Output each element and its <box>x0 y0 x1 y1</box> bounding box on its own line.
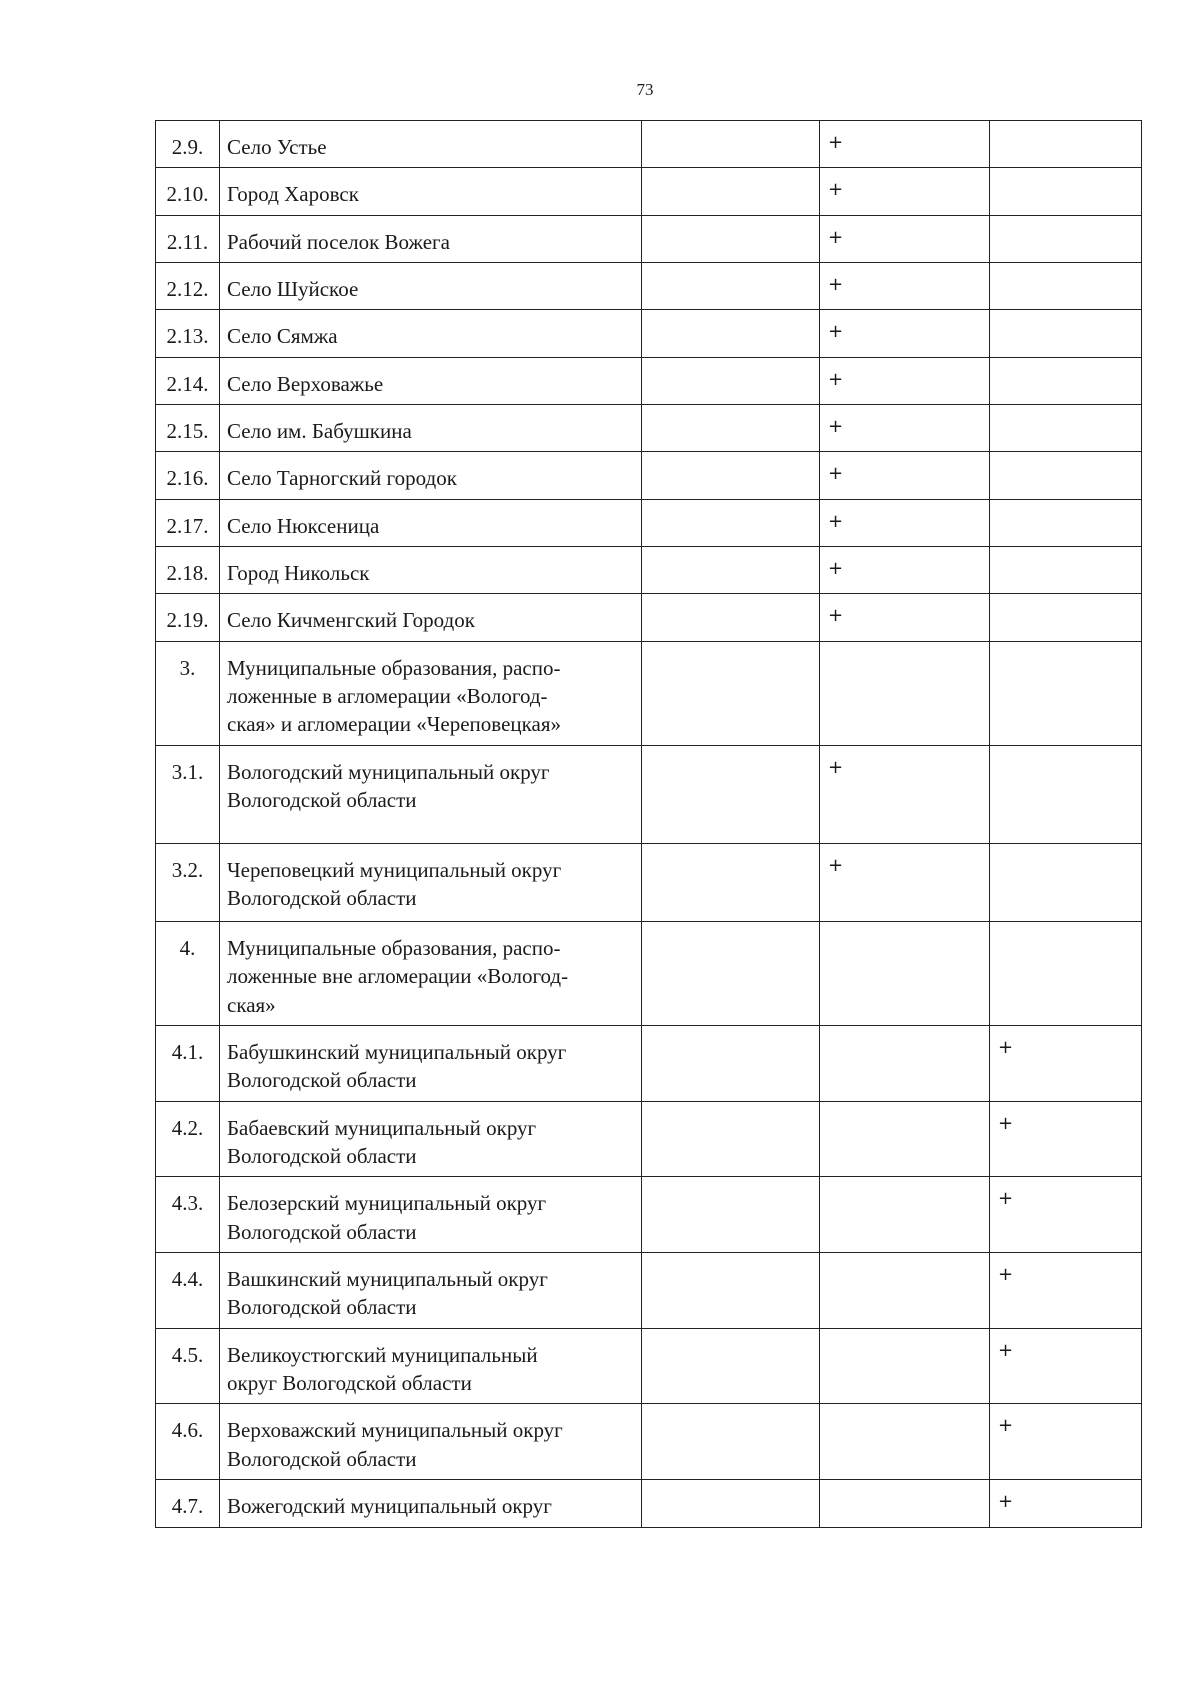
row-name-line: Бабаевский муниципальный округ <box>227 1115 537 1140</box>
table-row <box>156 594 1142 641</box>
page-number: 73 <box>636 80 654 99</box>
mark-cell-a <box>642 547 820 594</box>
row-number: 4.2. <box>156 1101 220 1177</box>
row-number: 2.15. <box>156 405 220 452</box>
row-name <box>220 921 642 1025</box>
mark-cell-b: + <box>820 452 990 499</box>
mark-cell-a <box>642 357 820 404</box>
row-name <box>220 168 642 215</box>
row-name-line: Вологодской области <box>227 788 417 813</box>
row-name-line: Череповецкий муниципальный округ <box>227 857 562 882</box>
row-number: 2.16. <box>156 452 220 499</box>
row-number: 2.10. <box>156 168 220 215</box>
row-name <box>220 263 642 310</box>
row-name <box>220 452 642 499</box>
table-row <box>156 1101 1142 1177</box>
mark-cell-c <box>990 921 1142 1025</box>
mark-cell-c: + <box>990 1479 1142 1527</box>
table-body <box>156 121 1142 1528</box>
row-name-line: ская» и агломерации «Череповецкая» <box>227 712 562 737</box>
mark-cell-a <box>642 499 820 546</box>
row-number: 2.18. <box>156 547 220 594</box>
table-row <box>156 310 1142 357</box>
mark-cell-b <box>820 1479 990 1527</box>
table-row <box>156 745 1142 843</box>
row-number: 2.12. <box>156 263 220 310</box>
row-name-line: Вологодской области <box>227 1446 417 1471</box>
row-number: 2.14. <box>156 357 220 404</box>
row-name-line: Вологодской области <box>227 886 417 911</box>
row-number: 4. <box>156 921 220 1025</box>
row-name-line: Белозерский муниципальный округ <box>227 1191 547 1216</box>
row-number: 4.4. <box>156 1252 220 1328</box>
row-number: 2.11. <box>156 215 220 262</box>
row-name <box>220 641 642 745</box>
row-name-line: Село Шуйское <box>227 277 359 302</box>
mark-cell-a <box>642 1479 820 1527</box>
mark-cell-b <box>820 641 990 745</box>
row-number: 2.19. <box>156 594 220 641</box>
table-row <box>156 121 1142 168</box>
mark-cell-a <box>642 1025 820 1101</box>
table-row <box>156 1252 1142 1328</box>
mark-cell-b <box>820 1328 990 1404</box>
row-name <box>220 745 642 843</box>
table-row <box>156 1177 1142 1253</box>
row-name-line: Вологодской области <box>227 1295 417 1320</box>
row-name <box>220 594 642 641</box>
mark-cell-a <box>642 1404 820 1480</box>
mark-cell-c: + <box>990 1025 1142 1101</box>
mark-cell-b: + <box>820 168 990 215</box>
row-name <box>220 1328 642 1404</box>
row-name <box>220 1252 642 1328</box>
mark-cell-a <box>642 641 820 745</box>
mark-cell-c <box>990 168 1142 215</box>
mark-cell-a <box>642 263 820 310</box>
row-number: 4.1. <box>156 1025 220 1101</box>
row-number: 3.1. <box>156 745 220 843</box>
row-name-line: Село Устье <box>227 135 327 159</box>
mark-cell-a <box>642 452 820 499</box>
mark-cell-c <box>990 843 1142 921</box>
mark-cell-a <box>642 121 820 168</box>
mark-cell-c <box>990 405 1142 452</box>
row-name-line: Село Верховажье <box>227 371 384 396</box>
row-name-line: Муниципальные образования, распо- <box>227 935 561 960</box>
mark-cell-b <box>820 1252 990 1328</box>
row-name-line: Вожегодский муниципальный округ <box>227 1493 552 1518</box>
mark-cell-b: + <box>820 263 990 310</box>
mark-cell-a <box>642 921 820 1025</box>
row-number: 4.6. <box>156 1404 220 1480</box>
table-row <box>156 357 1142 404</box>
mark-cell-b: + <box>820 121 990 168</box>
mark-cell-c <box>990 121 1142 168</box>
mark-cell-a <box>642 215 820 262</box>
mark-cell-a <box>642 168 820 215</box>
mark-cell-c <box>990 263 1142 310</box>
table-row <box>156 215 1142 262</box>
mark-cell-b <box>820 1177 990 1253</box>
row-name <box>220 1101 642 1177</box>
row-name-line: Город Харовск <box>227 182 359 207</box>
table-row <box>156 405 1142 452</box>
row-name-line: Бабушкинский муниципальный округ <box>227 1039 567 1064</box>
mark-cell-a <box>642 1252 820 1328</box>
table-row <box>156 921 1142 1025</box>
mark-cell-a <box>642 1177 820 1253</box>
row-name-line: округ Вологодской области <box>227 1370 472 1395</box>
row-name-line: ложенные в агломерации «Вологод- <box>227 684 548 709</box>
row-name-line: Муниципальные образования, распо- <box>227 655 561 680</box>
mark-cell-c <box>990 594 1142 641</box>
mark-cell-a <box>642 843 820 921</box>
row-name <box>220 1025 642 1101</box>
row-name-line: Село Тарногский городок <box>227 466 457 491</box>
mark-cell-b: + <box>820 215 990 262</box>
mark-cell-a <box>642 1101 820 1177</box>
table-row <box>156 168 1142 215</box>
table-row <box>156 1025 1142 1101</box>
table-row <box>156 499 1142 546</box>
mark-cell-c <box>990 357 1142 404</box>
mark-cell-a <box>642 405 820 452</box>
row-name-line: Рабочий поселок Вожега <box>227 229 450 254</box>
table-row <box>156 452 1142 499</box>
row-name-line: Село Кичменгский Городок <box>227 608 475 633</box>
row-name-line: Вологодский муниципальный округ <box>227 759 550 784</box>
table-row <box>156 1328 1142 1404</box>
mark-cell-c <box>990 641 1142 745</box>
mark-cell-b <box>820 1101 990 1177</box>
table-row <box>156 263 1142 310</box>
row-name <box>220 310 642 357</box>
mark-cell-c: + <box>990 1252 1142 1328</box>
table-row <box>156 641 1142 745</box>
mark-cell-a <box>642 310 820 357</box>
mark-cell-c: + <box>990 1328 1142 1404</box>
table-row <box>156 547 1142 594</box>
mark-cell-b <box>820 1404 990 1480</box>
mark-cell-c <box>990 215 1142 262</box>
row-number: 2.17. <box>156 499 220 546</box>
mark-cell-c <box>990 499 1142 546</box>
mark-cell-c: + <box>990 1177 1142 1253</box>
row-number: 2.13. <box>156 310 220 357</box>
row-number: 4.7. <box>156 1479 220 1527</box>
mark-cell-b: + <box>820 843 990 921</box>
row-number: 3.2. <box>156 843 220 921</box>
row-name-line: Село им. Бабушкина <box>227 419 412 444</box>
mark-cell-c <box>990 547 1142 594</box>
mark-cell-c: + <box>990 1101 1142 1177</box>
row-name-line: Вологодской области <box>227 1068 417 1093</box>
row-name-line: ложенные вне агломерации «Вологод- <box>227 964 569 989</box>
row-name-line: Вологодской области <box>227 1219 417 1244</box>
row-number: 4.5. <box>156 1328 220 1404</box>
row-name-line: Вологодской области <box>227 1143 417 1168</box>
row-name-line: Великоустюгский муниципальный <box>227 1342 538 1367</box>
mark-cell-b: + <box>820 405 990 452</box>
mark-cell-a <box>642 594 820 641</box>
row-name-line: Верховажский муниципальный округ <box>227 1418 563 1443</box>
mark-cell-b <box>820 1025 990 1101</box>
table-row <box>156 1404 1142 1480</box>
row-name <box>220 357 642 404</box>
row-name-line: Вашкинский муниципальный округ <box>227 1266 548 1291</box>
row-name-line: ская» <box>227 992 276 1017</box>
mark-cell-c: + <box>990 1404 1142 1480</box>
table-row <box>156 1479 1142 1527</box>
row-name-line: Село Сямжа <box>227 324 338 349</box>
row-number: 3. <box>156 641 220 745</box>
row-name <box>220 1404 642 1480</box>
row-name <box>220 405 642 452</box>
row-number: 2.9. <box>156 121 220 168</box>
mark-cell-c <box>990 310 1142 357</box>
row-name <box>220 499 642 546</box>
row-name <box>220 547 642 594</box>
mark-cell-b: + <box>820 745 990 843</box>
table-row <box>156 843 1142 921</box>
mark-cell-c <box>990 745 1142 843</box>
row-name <box>220 1479 642 1527</box>
mark-cell-a <box>642 745 820 843</box>
mark-cell-a <box>642 1328 820 1404</box>
row-number: 4.3. <box>156 1177 220 1253</box>
document-table <box>155 120 1142 1528</box>
row-name <box>220 121 642 168</box>
row-name <box>220 843 642 921</box>
mark-cell-b: + <box>820 547 990 594</box>
mark-cell-b <box>820 921 990 1025</box>
mark-cell-b: + <box>820 499 990 546</box>
mark-cell-b: + <box>820 310 990 357</box>
mark-cell-b: + <box>820 357 990 404</box>
row-name-line: Город Никольск <box>227 561 370 586</box>
row-name <box>220 1177 642 1253</box>
mark-cell-c <box>990 452 1142 499</box>
row-name <box>220 215 642 262</box>
mark-cell-b: + <box>820 594 990 641</box>
row-name-line: Село Нюксеница <box>227 513 380 538</box>
